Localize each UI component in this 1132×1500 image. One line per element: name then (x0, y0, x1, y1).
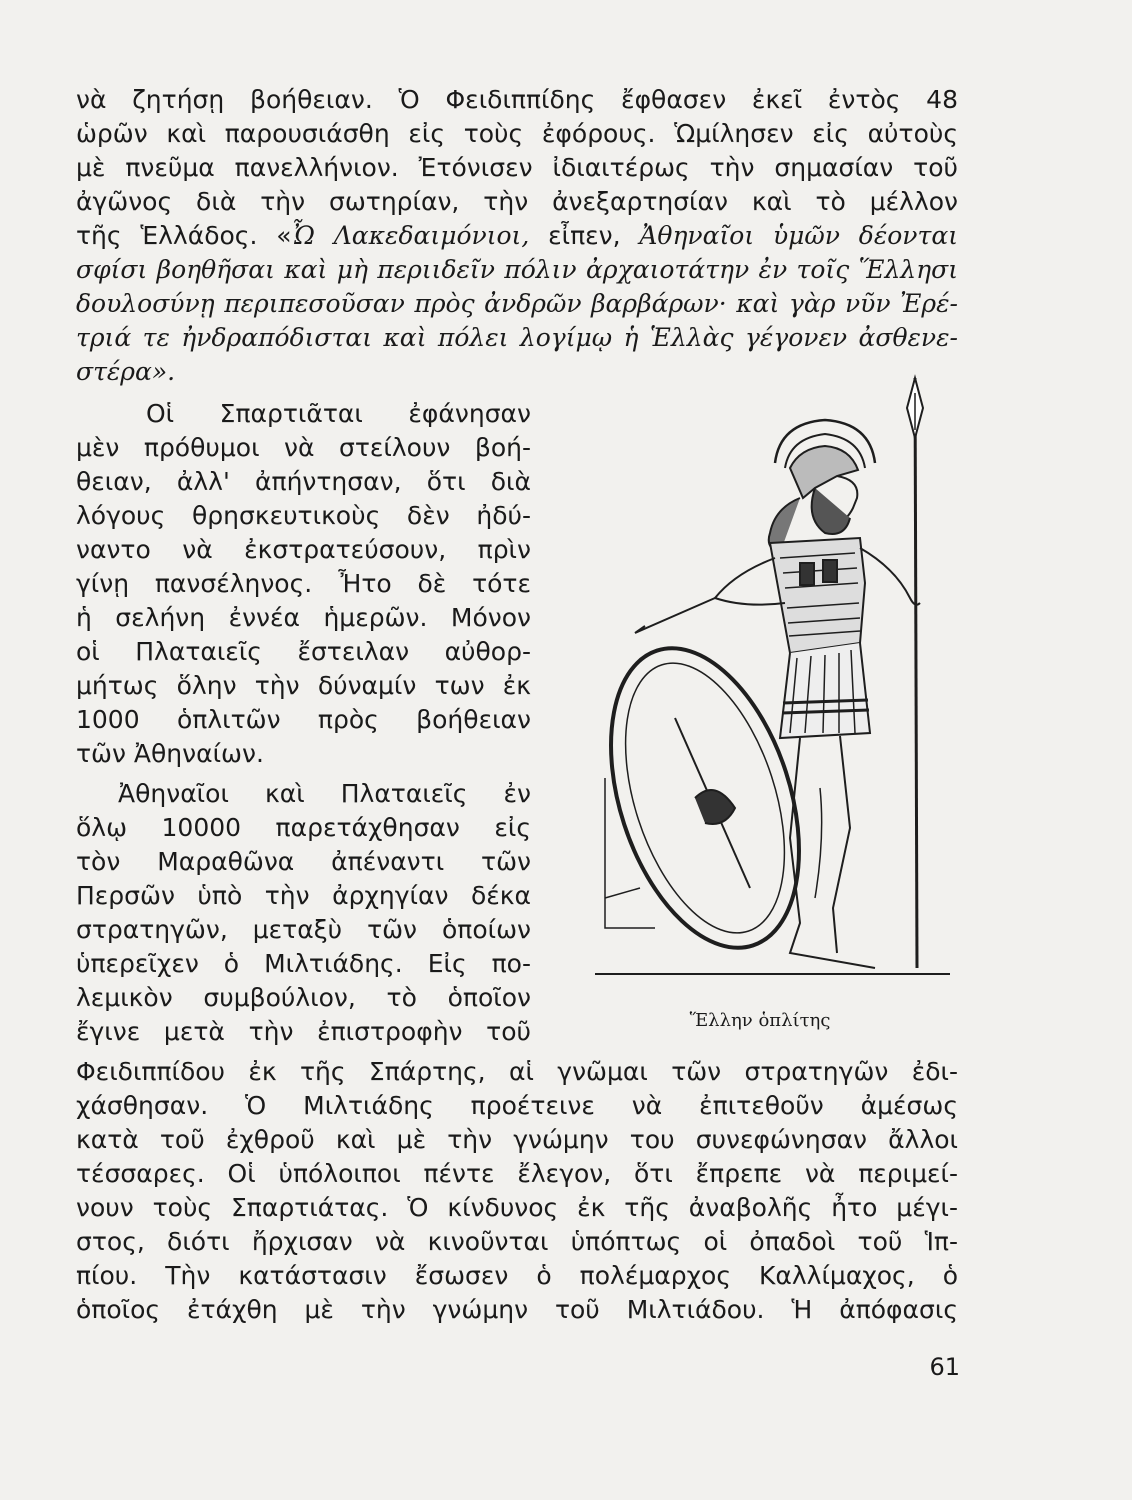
text-line: Περσῶν ὑπὸ τὴν ἀρχηγίαν δέκα (76, 881, 531, 910)
text-line: οἱ Πλαταιεῖς ἔστειλαν αὐθορ- (76, 637, 531, 666)
shield-handle (695, 790, 735, 824)
page-number: 61 (929, 1353, 960, 1381)
quote-line: δουλοσύνῃ περιπεσοῦσαν πρὸς ἀνδρῶν βαρβάρων· καὶ γὰρ νῦν Ἐρέ- (76, 289, 958, 318)
text-line: λόγους θρησκευτικοὺς δὲν ἠδύ- (76, 501, 531, 530)
text-line: λεμικὸν συμβούλιον, τὸ ὁποῖον (76, 983, 531, 1012)
text-line: ὅλῳ 10000 παρετάχθησαν εἰς (76, 813, 531, 842)
leg-left (790, 738, 875, 968)
text-line: 1000 ὁπλιτῶν πρὸς βοήθειαν (76, 705, 531, 734)
figure-caption: Ἕλλην ὁπλίτης (689, 1010, 831, 1031)
text-line: μήτως ὅλην τὴν δύναμίν των ἐκ (76, 671, 531, 700)
text-line: τῆς Ἑλλάδος. «Ὦ Λακεδαιμόνιοι, εἶπεν, Ἀθηναῖοι ὑμῶν δέονται (76, 221, 958, 250)
text-line: νουν τοὺς Σπαρτιάτας. Ὁ κίνδυνος ἐκ τῆς ἀναβολῆς ἦτο μέγι- (76, 1193, 958, 1222)
text-line: τὸν Μαραθῶνα ἀπέναντι τῶν (76, 847, 531, 876)
text-line: γίνῃ πανσέληνος. Ἦτο δὲ τότε (76, 569, 531, 598)
text-line: κατὰ τοῦ ἐχθροῦ καὶ μὲ τὴν γνώμην του συνεφώνησαν ἄλλοι (76, 1125, 958, 1154)
text-line: ἔγινε μετὰ τὴν ἐπιστροφὴν τοῦ (76, 1017, 531, 1046)
text-line: ἀγῶνος διὰ τὴν σωτηρίαν, τὴν ἀνεξαρτησίαν καὶ τὸ μέλλον (76, 187, 958, 216)
text-line: Φειδιππίδου ἐκ τῆς Σπάρτης, αἱ γνῶμαι τῶν στρατηγῶν ἐδι- (76, 1057, 958, 1086)
text-line: ὑπερεῖχεν ὁ Μιλτιάδης. Εἰς πο- (76, 949, 531, 978)
stand (605, 778, 655, 928)
text-line: Οἱ Σπαρτιᾶται ἐφάνησαν (146, 399, 531, 428)
text-line: ἡ σελήνη ἐννέα ἡμερῶν. Μόνον (76, 603, 531, 632)
text-line: Ἀθηναῖοι καὶ Πλαταιεῖς ἐν (118, 779, 531, 808)
quote-line: τριά τε ἠνδραπόδισται καὶ πόλει λογίμῳ ἡ Ἑλλὰς γέγονεν ἀσθενε- (76, 323, 958, 352)
sword-hilt (635, 598, 715, 633)
text-line: πίου. Τὴν κατάστασιν ἔσωσεν ὁ πολέμαρχος Καλλίμαχος, ὁ (76, 1261, 958, 1290)
text-line: τέσσαρες. Οἱ ὑπόλοιποι πέντε ἔλεγον, ὅτι ἔπρεπε νὰ περιμεί- (76, 1159, 958, 1188)
text-line: μὲ πνεῦμα πανελλήνιον. Ἐτόνισεν ἰδιαιτέρως τὴν σημασίαν τοῦ (76, 153, 958, 182)
beard (812, 488, 850, 534)
quote-line: σφίσι βοηθῆσαι καὶ μὴ περιιδεῖν πόλιν ἀρχαιοτάτην ἐν τοῖς Ἕλλησι (76, 255, 958, 284)
text-line: στρατηγῶν, μεταξὺ τῶν ὁποίων (76, 915, 531, 944)
text-line: ὡρῶν καὶ παρουσιάσθη εἰς τοὺς ἐφόρους. Ὡμίλησεν εἰς αὐτοὺς (76, 119, 958, 148)
text-line: ὁποῖος ἐτάχθη μὲ τὴν γνώμην τοῦ Μιλτιάδου. Ἡ ἀπόφασις (76, 1295, 958, 1324)
leg-right (833, 736, 850, 953)
text-line: χάσθησαν. Ὁ Μιλτιάδης προέτεινε νὰ ἐπιτεθοῦν ἀμέσως (76, 1091, 958, 1120)
quote-line: στέρα». (76, 357, 176, 386)
text-line: θειαν, ἀλλ' ἀπήντησαν, ὅτι διὰ (76, 467, 531, 496)
text-line: νὰ ζητήσῃ βοήθειαν. Ὁ Φειδιππίδης ἔφθασεν ἐκεῖ ἐντὸς 48 (76, 85, 958, 114)
text-line: μὲν πρόθυμοι νὰ στείλουν βοή- (76, 433, 531, 462)
text-line: ναντο νὰ ἐκστρατεύσουν, πρὶν (76, 535, 531, 564)
text-line: τῶν Ἀθηναίων. (76, 739, 264, 768)
spear (915, 378, 917, 968)
text-line: στος, διότι ἤρχισαν νὰ κινοῦνται ὑπόπτως οἱ ὀπαδοὶ τοῦ Ἱπ- (76, 1227, 958, 1256)
helmet (790, 446, 858, 498)
hoplite-illustration (575, 368, 965, 988)
